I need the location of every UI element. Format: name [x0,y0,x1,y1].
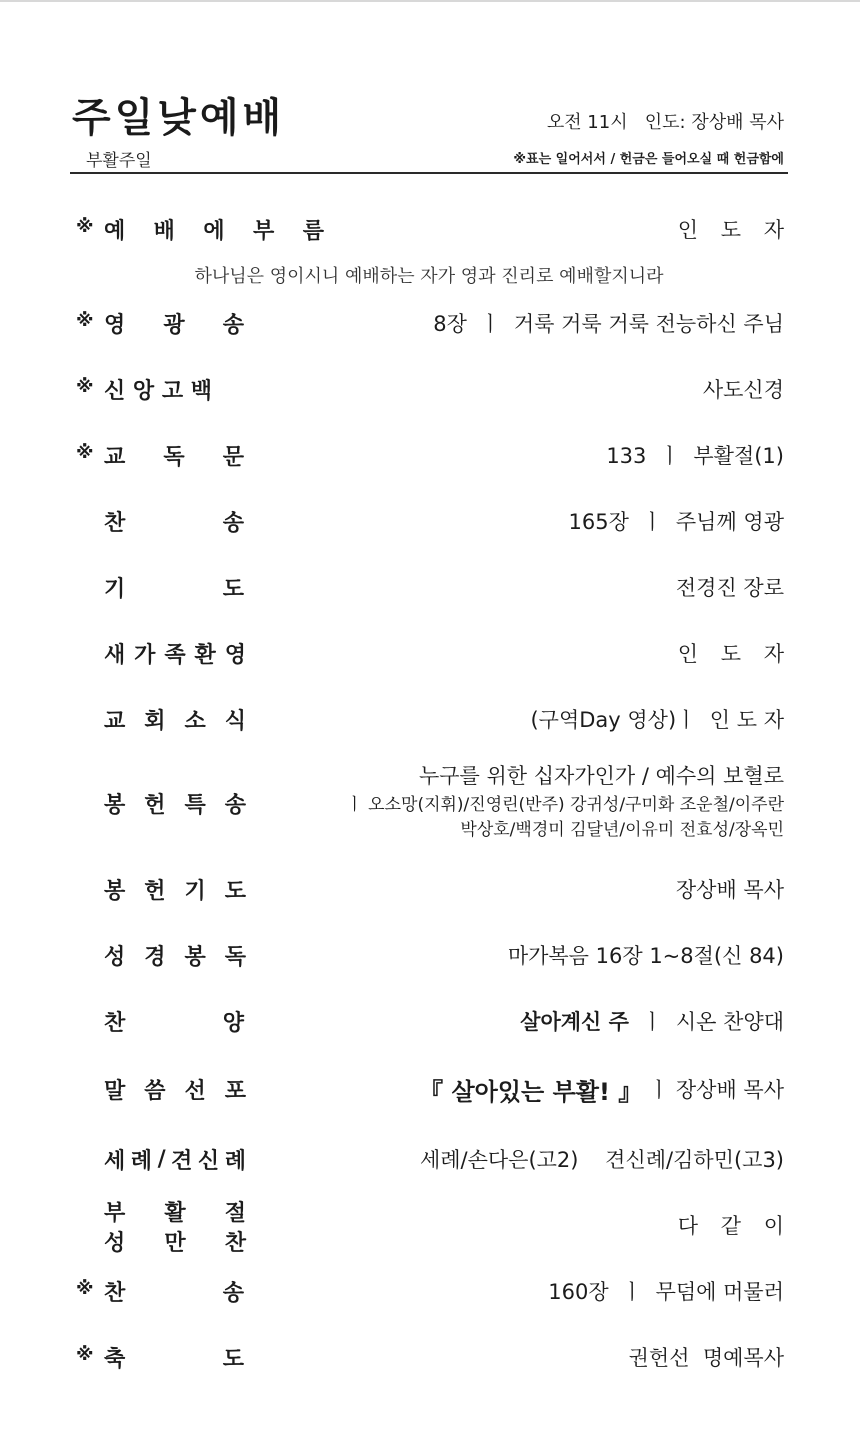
label-char: 가 [134,642,156,668]
label-char: 송 [222,510,244,536]
service-time-leader: 오전 11시 인도: 장상배 목사 [546,112,784,133]
standing-mark: ※ [76,442,94,463]
standing-mark: ※ [76,310,94,331]
special-song-title: 누구를 위한 십자가인가 / 예수의 보혈로 [418,764,784,788]
order-item-value: (구역Day 영상)ㅣ 인 도 자 [530,708,784,732]
label-char: 선 [184,1078,206,1104]
label-char: 경 [144,944,166,970]
label-char: 찬 [104,1280,126,1306]
order-item-hymn [76,504,784,538]
label-char: 독 [224,944,246,970]
choir-members-line: ㅣ 오소망(지휘)/진영린(반주) 강귀성/구미화 조운철/이주란 [346,795,784,815]
order-item-scripture-reading [76,938,784,972]
label-char: 찬 [104,510,126,536]
order-item-label [104,372,212,406]
order-item-announcements [76,702,784,736]
label-char: 부 [253,218,275,244]
order-item-creed [76,372,784,406]
page-subtitle: 부활주일 [86,151,152,171]
label-char: 성 [104,1230,126,1256]
label-char: 헌 [144,878,166,904]
page-title: 주일낮예배 [72,95,286,141]
label-char: 송 [224,792,246,818]
label-char: 례 [130,1148,153,1174]
order-item-call-to-worship [76,212,792,246]
order-item-welcome [76,636,792,670]
label-char: 견 [171,1148,193,1174]
label-char: 신 [197,1148,220,1174]
order-item-offertory-prayer [76,872,784,906]
top-edge-line [0,0,860,2]
order-item-label [104,1196,246,1256]
label-char: 송 [222,1280,244,1306]
order-item-responsive-reading [76,438,784,472]
label-char: 식 [224,708,246,734]
order-item-baptism-confirmation [76,1142,784,1176]
label-char: 포 [224,1078,246,1104]
order-item-label [104,702,246,736]
order-item-label [104,1004,244,1038]
label-char: 찬 [104,1010,126,1036]
label-char: 환 [194,642,216,668]
label-char: 족 [164,642,186,668]
label-char: 에 [203,218,225,244]
order-item-value [419,1072,784,1106]
order-item-value: 세례/손다은(고2) 견신례/김하민(고3) [419,1148,784,1172]
order-item-prayer [76,570,784,604]
sermon-preacher: ㅣ 장상배 목사 [642,1078,784,1102]
label-char: 교 [104,444,126,470]
label-char: 특 [184,792,206,818]
label-char: 송 [222,312,244,338]
label-char: 름 [302,218,324,244]
order-item-label [104,938,246,972]
label-char: 소 [184,708,206,734]
label-char: 씀 [144,1078,166,1104]
order-item-anthem [76,1004,784,1038]
order-item-label [104,872,246,906]
scripture-verse: 하나님은 영이시니 예배하는 자가 영과 진리로 예배할지니라 [194,266,664,287]
label-char: 백 [190,378,212,404]
order-item-value: 권헌선 명예목사 [628,1346,784,1370]
label-char: 세 [104,1148,126,1174]
label-char: 절 [224,1200,246,1226]
label-char: 도 [222,576,244,602]
standing-notice: ※표는 일어서서 / 헌금은 들어오실 때 헌금함에 [513,152,784,167]
label-char: 도 [222,1346,244,1372]
order-item-value: 165장 ㅣ 주님께 영광 [568,510,784,534]
order-item-label [104,1142,246,1176]
order-item-label [104,1274,244,1308]
label-char: 앙 [132,378,155,404]
order-item-value: 다 같 이 [677,1214,792,1238]
order-item-value: 8장 ㅣ 거룩 거룩 거룩 전능하신 주님 [433,312,784,336]
order-item-value: 인 도 자 [677,642,792,666]
label-char: 배 [153,218,175,244]
label-char: 새 [104,642,126,668]
label-char: 교 [104,708,126,734]
anthem-title: 살아계신 주 [520,1010,629,1034]
label-char: 광 [163,312,185,338]
label-char: 양 [222,1010,244,1036]
label-char: 봉 [104,878,126,904]
label-char: 회 [144,708,166,734]
label-char: 영 [104,312,126,338]
order-item-value: 인 도 자 [677,218,792,242]
order-item-value: 160장 ㅣ 무덤에 머물러 [548,1280,784,1304]
label-char: / [157,1146,166,1172]
order-item-sermon [76,1072,784,1106]
choir-members-line: 박상호/백경미 김달년/이유미 전효성/장옥민 [460,820,784,840]
anthem-choir: ㅣ 시온 찬양대 [628,1010,784,1034]
order-item-label [104,1072,246,1106]
order-item-label [104,786,246,820]
order-item-label [104,570,244,604]
standing-mark: ※ [76,1278,94,1299]
standing-mark: ※ [76,216,94,237]
label-char: 영 [224,642,246,668]
bulletin-header [70,86,786,176]
standing-mark: ※ [76,376,94,397]
order-item-value [520,1004,784,1038]
label-char: 례 [224,1148,246,1174]
order-item-offertory-special [76,760,784,844]
label-char: 예 [104,218,126,244]
label-char: 부 [104,1200,126,1226]
label-char: 성 [104,944,126,970]
order-item-value: 장상배 목사 [675,878,784,902]
label-char: 봉 [184,944,206,970]
label-char: 말 [104,1078,126,1104]
order-item-value: 전경진 장로 [675,576,784,600]
label-char: 봉 [104,792,126,818]
header-divider [70,172,788,174]
order-item-label [104,306,244,340]
label-char: 문 [222,444,244,470]
order-item-label [104,212,324,246]
order-item-label [104,1340,244,1374]
standing-mark: ※ [76,1344,94,1365]
label-char: 헌 [144,792,166,818]
label-char: 독 [163,444,185,470]
order-item-label [104,438,244,472]
order-item-value: 133 ㅣ 부활절(1) [606,444,784,468]
order-item-value: 마가복음 16장 1~8절(신 84) [507,944,784,968]
order-item-benediction [76,1340,784,1374]
label-char: 도 [224,878,246,904]
label-char: 기 [184,878,206,904]
order-item-gloria [76,306,784,340]
label-char: 고 [161,378,184,404]
order-item-easter-communion [76,1196,792,1256]
order-item-label [104,636,246,670]
label-char: 활 [164,1200,186,1226]
label-char: 기 [104,576,126,602]
sermon-title: 『 살아있는 부활! 』 [419,1077,643,1106]
order-item-label [104,504,244,538]
label-char: 찬 [224,1230,246,1256]
order-item-closing-hymn [76,1274,784,1308]
order-item-value [346,760,784,840]
label-char: 신 [104,378,126,404]
order-item-value: 사도신경 [702,378,784,402]
label-char: 만 [164,1230,186,1256]
label-char: 축 [104,1346,126,1372]
